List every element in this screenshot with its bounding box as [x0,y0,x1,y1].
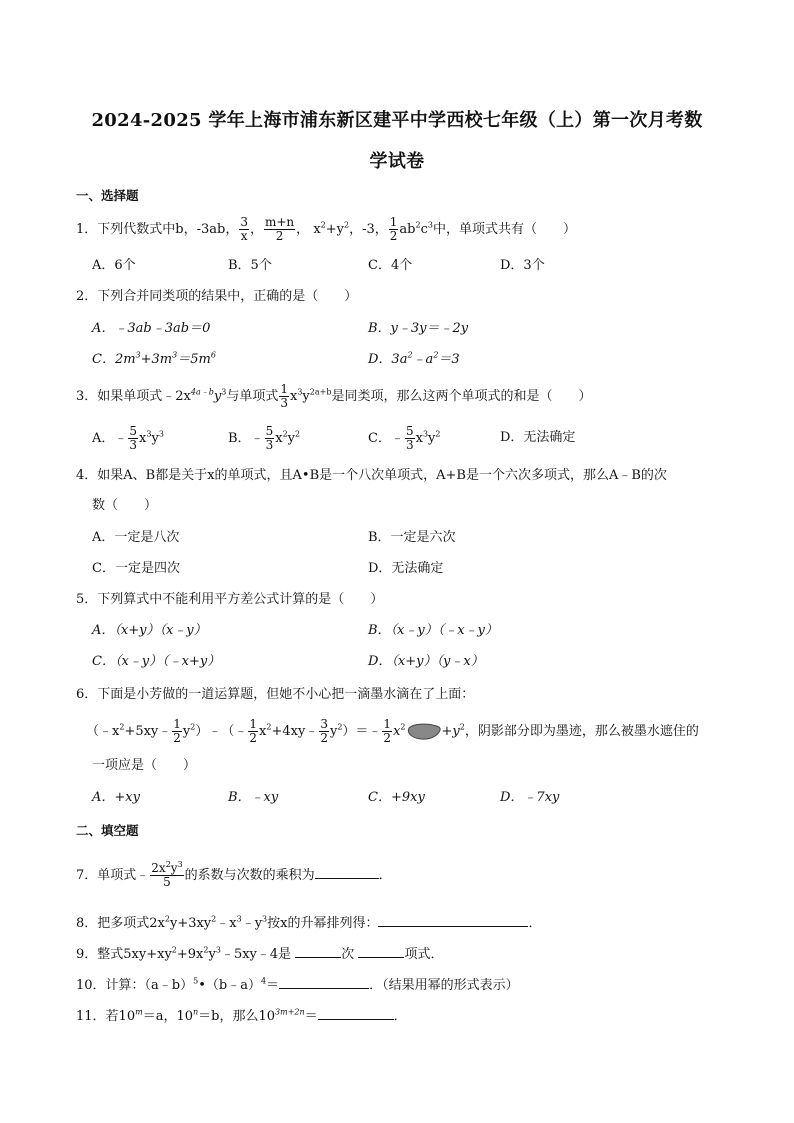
q1-option-a: A．6个 [92,258,136,273]
q5-option-b: B．（x﹣y）（﹣x﹣y） [368,623,498,638]
question-3: 3．如果单项式$﹣2x^{4a﹣b}y^3$与单项式 $\frac{1}{3}$ $x^3y^{2a+b}$是同类项，那么这两个单项式的和是（ ） [76,382,592,410]
q4-option-b: B．一定是六次 [368,530,456,545]
ink-blot-icon [406,723,442,741]
q5-option-d: D．（x+y）（y﹣x） [368,654,484,669]
q2-option-c: C．$2m^3+3m^3=5m^6$ [92,350,216,367]
question-4-line2: 数（ ） [92,498,158,513]
q1-option-c: C．4个 [368,258,413,273]
q4-option-c: C．一定是四次 [92,561,180,576]
q6-option-b: B．﹣xy [228,790,279,805]
question-10: 10．计算：（a﹣b）$^5$•（b﹣a）$^4$＝ ．（结果用幂的形式表示） [76,976,519,993]
q6-option-c: C．+9xy [368,790,425,805]
answer-blank[interactable] [378,914,528,927]
answer-blank[interactable] [295,945,341,958]
question-6: 6．下面是小芳做的一道运算题，但她不小心把一滴墨水滴在了上面： [76,687,475,702]
question-4-line1: 4．如果A、B都是关于x的单项式，且A•B是一个八次单项式，A+B是一个六次多项式，那么A﹣B的次 [76,468,667,483]
question-9: 9．整式$5xy+xy^2+9x^2y^3﹣5xy﹣4$是 次 项式． [76,945,444,962]
q2-option-d: D．$3a^2﹣a^2=3$ [368,350,460,367]
question-8: 8．把多项式$2x^2y+3xy^2﹣x^3﹣y^3$按x的升幂排列得： ． [76,914,542,931]
q4-option-d: D．无法确定 [368,561,444,576]
answer-blank[interactable] [358,945,404,958]
q3-option-c: C．﹣ $\frac{5}{3}$ $x^3y^2$ [368,424,441,452]
q5-option-c: C．（x﹣y）（﹣x+y） [92,654,221,669]
q4-option-a: A．一定是八次 [92,530,180,545]
q5-option-a: A．（x+y）（x﹣y） [92,623,207,638]
q3-option-b: B．﹣ $\frac{5}{3}$ $x^2y^2$ [228,424,301,452]
q6-option-a: A．+xy [92,790,140,805]
q2-option-a: A．﹣3ab﹣3ab＝0 [92,321,211,336]
q2-option-b: B．y﹣3y＝﹣2y [368,321,469,336]
paper-title-line2: 学试卷 [369,151,425,172]
question-1: 1．下列代数式中b，-3ab， $\frac{3}{x}$ ， $\frac{m+n}{2}$ ， $x^2+y^2$，-3， $\frac{1}{2}$ $ab^2c^3$中，单项式共有（ ） [76,215,576,243]
q1-option-d: D．3个 [500,258,545,273]
section-fill-heading: 二、填空题 [76,823,139,838]
question-11: 11．若$10^m=a$，$10^n=b$，那么$10^{3m+2n}=$ ． [76,1007,407,1024]
answer-blank[interactable] [279,976,369,989]
q3-option-d: D．无法确定 [500,430,576,445]
question-6-expression: （$﹣x^2+5xy﹣$ $\frac{1}{2}$ $y^2)﹣(﹣$ $\frac{1}{2}$ $x^2+4xy﹣$ $\frac{3}{2}$ $y^2)=﹣$ $\frac{1}{2}$ $x^2 +y^2$，阴影部分即为墨迹，那么被墨水遮住的 [86,717,699,745]
question-6-line3: 一项应是（ ） [92,758,197,773]
q1-option-b: B．5个 [228,258,272,273]
q3-option-a: A．﹣ $\frac{5}{3}$ $x^3y^3$ [92,424,164,452]
answer-blank[interactable] [318,1007,394,1020]
question-2: 2．下列合并同类项的结果中，正确的是（ ） [76,289,358,304]
answer-blank[interactable] [315,866,379,879]
question-7: 7．单项式﹣ $\frac{2x^2y^3}{5}$ 的系数与次数的乘积为 ． [76,860,392,889]
paper-title-line1: 2024-2025 学年上海市浦东新区建平中学西校七年级（上）第一次月考数 [91,110,703,131]
question-5: 5．下列算式中不能利用平方差公式计算的是（ ） [76,592,384,607]
section-choice-heading: 一、选择题 [76,188,139,203]
q6-option-d: D．﹣7xy [500,790,560,805]
